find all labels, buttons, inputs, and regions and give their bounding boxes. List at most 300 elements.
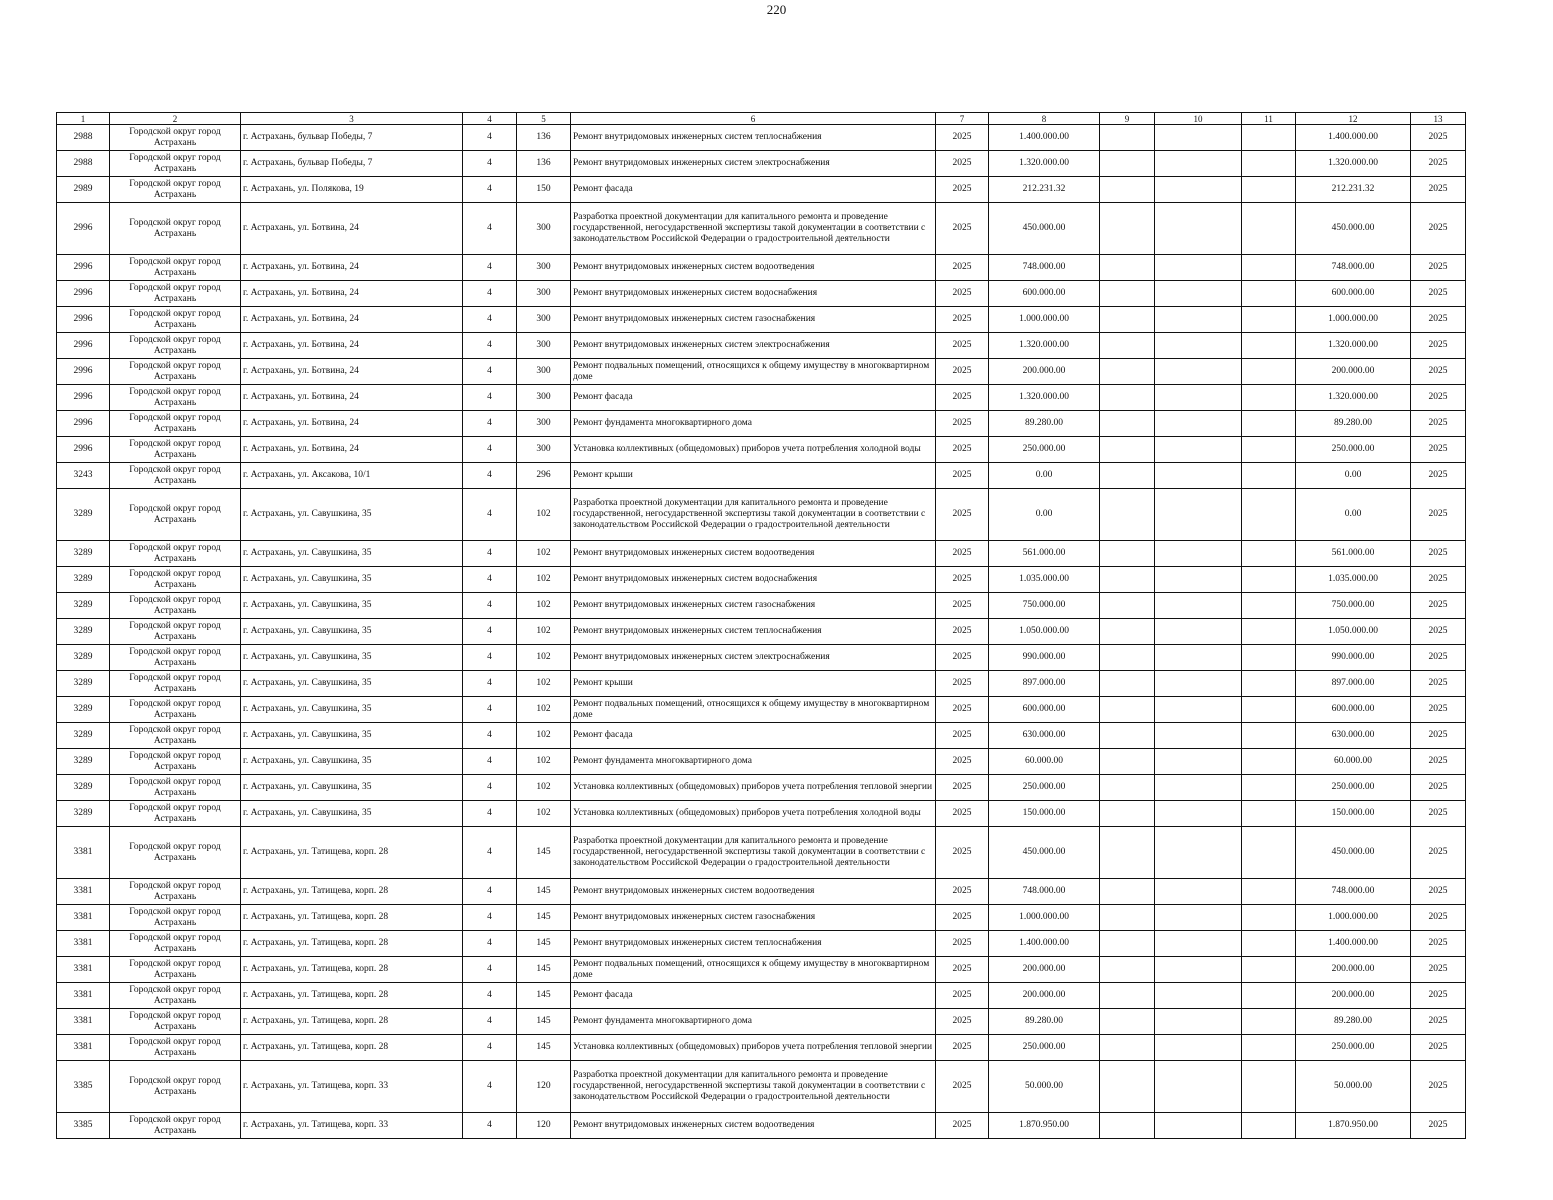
cell-municipality: Городской округ город Астрахань <box>110 749 241 775</box>
cell-category: 4 <box>463 983 517 1009</box>
cell-fund-cost-c <box>1242 593 1296 619</box>
cell-total-cost: 748.000.00 <box>989 879 1100 905</box>
cell-floors: 300 <box>517 385 571 411</box>
cell-fund-cost-b <box>1155 203 1242 255</box>
cell-house-id: 3289 <box>57 541 110 567</box>
cell-municipality: Городской округ город Астрахань <box>110 697 241 723</box>
cell-fund-cost-c <box>1242 723 1296 749</box>
cell-municipality: Городской округ город Астрахань <box>110 411 241 437</box>
cell-completion-year: 2025 <box>1411 463 1466 489</box>
cell-completion-year: 2025 <box>1411 957 1466 983</box>
cell-total-cost: 200.000.00 <box>989 957 1100 983</box>
cell-fund-cost-c <box>1242 151 1296 177</box>
cell-fund-cost-c <box>1242 359 1296 385</box>
cell-house-id: 2996 <box>57 359 110 385</box>
cell-plan-year: 2025 <box>936 697 989 723</box>
cell-total-cost: 212.231.32 <box>989 177 1100 203</box>
cell-work-type: Ремонт внутридомовых инженерных систем водоотведения <box>571 1113 936 1139</box>
cell-address: г. Астрахань, бульвар Победы, 7 <box>241 125 463 151</box>
cell-address: г. Астрахань, ул. Савушкина, 35 <box>241 697 463 723</box>
cell-category: 4 <box>463 1061 517 1113</box>
cell-plan-year: 2025 <box>936 255 989 281</box>
cell-fund-cost-a <box>1100 151 1155 177</box>
cell-municipality: Городской округ город Астрахань <box>110 177 241 203</box>
cell-owner-funds: 89.280.00 <box>1296 1009 1411 1035</box>
cell-plan-year: 2025 <box>936 359 989 385</box>
cell-house-id: 2996 <box>57 385 110 411</box>
cell-total-cost: 450.000.00 <box>989 827 1100 879</box>
table-body <box>57 125 1466 1139</box>
cell-address: г. Астрахань, ул. Татищева, корп. 28 <box>241 827 463 879</box>
cell-owner-funds: 250.000.00 <box>1296 775 1411 801</box>
cell-floors: 102 <box>517 697 571 723</box>
cell-plan-year: 2025 <box>936 333 989 359</box>
page-number: 220 <box>766 2 787 17</box>
cell-address: г. Астрахань, ул. Савушкина, 35 <box>241 645 463 671</box>
cell-fund-cost-b <box>1155 1113 1242 1139</box>
cell-category: 4 <box>463 359 517 385</box>
cell-address: г. Астрахань, ул. Ботвина, 24 <box>241 359 463 385</box>
cell-house-id: 3289 <box>57 645 110 671</box>
cell-house-id: 3289 <box>57 593 110 619</box>
cell-municipality: Городской округ город Астрахань <box>110 307 241 333</box>
cell-fund-cost-a <box>1100 125 1155 151</box>
cell-category: 4 <box>463 307 517 333</box>
cell-fund-cost-a <box>1100 359 1155 385</box>
cell-owner-funds: 450.000.00 <box>1296 827 1411 879</box>
cell-address: г. Астрахань, ул. Ботвина, 24 <box>241 203 463 255</box>
cell-floors: 102 <box>517 671 571 697</box>
cell-fund-cost-a <box>1100 281 1155 307</box>
cell-category: 4 <box>463 1035 517 1061</box>
cell-total-cost: 1.400.000.00 <box>989 931 1100 957</box>
cell-fund-cost-a <box>1100 333 1155 359</box>
cell-category: 4 <box>463 697 517 723</box>
cell-owner-funds: 630.000.00 <box>1296 723 1411 749</box>
table-row <box>57 1009 1466 1035</box>
cell-address: г. Астрахань, ул. Ботвина, 24 <box>241 385 463 411</box>
cell-municipality: Городской округ город Астрахань <box>110 723 241 749</box>
cell-fund-cost-c <box>1242 749 1296 775</box>
cell-owner-funds: 200.000.00 <box>1296 359 1411 385</box>
cell-municipality: Городской округ город Астрахань <box>110 255 241 281</box>
cell-completion-year: 2025 <box>1411 749 1466 775</box>
cell-plan-year: 2025 <box>936 411 989 437</box>
cell-house-id: 3385 <box>57 1113 110 1139</box>
cell-floors: 300 <box>517 411 571 437</box>
cell-fund-cost-a <box>1100 489 1155 541</box>
cell-fund-cost-b <box>1155 723 1242 749</box>
cell-category: 4 <box>463 593 517 619</box>
table-row <box>57 411 1466 437</box>
cell-completion-year: 2025 <box>1411 1035 1466 1061</box>
cell-municipality: Городской округ город Астрахань <box>110 1061 241 1113</box>
cell-category: 4 <box>463 463 517 489</box>
cell-municipality: Городской округ город Астрахань <box>110 957 241 983</box>
cell-fund-cost-a <box>1100 801 1155 827</box>
cell-work-type: Ремонт внутридомовых инженерных систем теплоснабжения <box>571 619 936 645</box>
cell-owner-funds: 200.000.00 <box>1296 983 1411 1009</box>
cell-total-cost: 1.870.950.00 <box>989 1113 1100 1139</box>
cell-total-cost: 561.000.00 <box>989 541 1100 567</box>
table-row <box>57 307 1466 333</box>
cell-fund-cost-c <box>1242 541 1296 567</box>
cell-category: 4 <box>463 281 517 307</box>
cell-municipality: Городской округ город Астрахань <box>110 359 241 385</box>
cell-plan-year: 2025 <box>936 931 989 957</box>
cell-house-id: 3381 <box>57 827 110 879</box>
cell-completion-year: 2025 <box>1411 541 1466 567</box>
cell-owner-funds: 600.000.00 <box>1296 281 1411 307</box>
cell-category: 4 <box>463 827 517 879</box>
cell-fund-cost-b <box>1155 125 1242 151</box>
cell-fund-cost-a <box>1100 957 1155 983</box>
cell-fund-cost-b <box>1155 489 1242 541</box>
table-row <box>57 801 1466 827</box>
cell-fund-cost-b <box>1155 281 1242 307</box>
cell-fund-cost-c <box>1242 385 1296 411</box>
cell-municipality: Городской округ город Астрахань <box>110 827 241 879</box>
cell-plan-year: 2025 <box>936 125 989 151</box>
cell-fund-cost-c <box>1242 1061 1296 1113</box>
cell-total-cost: 200.000.00 <box>989 983 1100 1009</box>
cell-plan-year: 2025 <box>936 281 989 307</box>
cell-category: 4 <box>463 385 517 411</box>
cell-work-type: Разработка проектной документации для капитального ремонта и проведение государственной, негосударственной экспертизы такой документации в соответствии с законодательством Российской Федерации о градостроительной деятельности <box>571 203 936 255</box>
cell-fund-cost-c <box>1242 879 1296 905</box>
table-row <box>57 827 1466 879</box>
cell-fund-cost-c <box>1242 801 1296 827</box>
cell-house-id: 3289 <box>57 619 110 645</box>
cell-fund-cost-c <box>1242 463 1296 489</box>
column-number: 7 <box>936 113 989 125</box>
cell-owner-funds: 600.000.00 <box>1296 697 1411 723</box>
cell-total-cost: 250.000.00 <box>989 437 1100 463</box>
cell-fund-cost-a <box>1100 203 1155 255</box>
column-number: 11 <box>1242 113 1296 125</box>
cell-fund-cost-a <box>1100 307 1155 333</box>
cell-total-cost: 150.000.00 <box>989 801 1100 827</box>
cell-owner-funds: 1.320.000.00 <box>1296 333 1411 359</box>
cell-fund-cost-a <box>1100 463 1155 489</box>
cell-fund-cost-a <box>1100 879 1155 905</box>
cell-category: 4 <box>463 177 517 203</box>
cell-owner-funds: 89.280.00 <box>1296 411 1411 437</box>
cell-completion-year: 2025 <box>1411 567 1466 593</box>
column-number: 4 <box>463 113 517 125</box>
cell-completion-year: 2025 <box>1411 385 1466 411</box>
cell-fund-cost-a <box>1100 1061 1155 1113</box>
cell-floors: 145 <box>517 1009 571 1035</box>
cell-work-type: Ремонт внутридомовых инженерных систем электроснабжения <box>571 333 936 359</box>
table-row <box>57 1113 1466 1139</box>
cell-fund-cost-c <box>1242 1113 1296 1139</box>
cell-plan-year: 2025 <box>936 1061 989 1113</box>
cell-municipality: Городской округ город Астрахань <box>110 775 241 801</box>
cell-category: 4 <box>463 151 517 177</box>
cell-address: г. Астрахань, ул. Ботвина, 24 <box>241 281 463 307</box>
cell-owner-funds: 1.000.000.00 <box>1296 307 1411 333</box>
table-row <box>57 983 1466 1009</box>
cell-work-type: Ремонт внутридомовых инженерных систем газоснабжения <box>571 593 936 619</box>
cell-plan-year: 2025 <box>936 151 989 177</box>
cell-plan-year: 2025 <box>936 593 989 619</box>
cell-work-type: Установка коллективных (общедомовых) приборов учета потребления холодной воды <box>571 801 936 827</box>
cell-work-type: Ремонт внутридомовых инженерных систем электроснабжения <box>571 645 936 671</box>
cell-fund-cost-b <box>1155 385 1242 411</box>
cell-work-type: Ремонт внутридомовых инженерных систем теплоснабжения <box>571 931 936 957</box>
table-row <box>57 359 1466 385</box>
table-row <box>57 1035 1466 1061</box>
cell-completion-year: 2025 <box>1411 1113 1466 1139</box>
cell-fund-cost-a <box>1100 723 1155 749</box>
cell-completion-year: 2025 <box>1411 411 1466 437</box>
cell-fund-cost-a <box>1100 749 1155 775</box>
cell-completion-year: 2025 <box>1411 801 1466 827</box>
cell-floors: 136 <box>517 151 571 177</box>
cell-total-cost: 1.050.000.00 <box>989 619 1100 645</box>
cell-owner-funds: 0.00 <box>1296 489 1411 541</box>
cell-address: г. Астрахань, ул. Татищева, корп. 28 <box>241 905 463 931</box>
cell-fund-cost-b <box>1155 567 1242 593</box>
cell-house-id: 3381 <box>57 905 110 931</box>
cell-fund-cost-b <box>1155 801 1242 827</box>
cell-fund-cost-b <box>1155 307 1242 333</box>
column-number: 2 <box>110 113 241 125</box>
cell-completion-year: 2025 <box>1411 775 1466 801</box>
cell-total-cost: 750.000.00 <box>989 593 1100 619</box>
cell-completion-year: 2025 <box>1411 619 1466 645</box>
cell-fund-cost-b <box>1155 541 1242 567</box>
cell-house-id: 3381 <box>57 957 110 983</box>
cell-category: 4 <box>463 541 517 567</box>
cell-house-id: 3289 <box>57 489 110 541</box>
cell-work-type: Разработка проектной документации для капитального ремонта и проведение государственной, негосударственной экспертизы такой документации в соответствии с законодательством Российской Федерации о градостроительной деятельности <box>571 827 936 879</box>
cell-house-id: 3385 <box>57 1061 110 1113</box>
cell-completion-year: 2025 <box>1411 307 1466 333</box>
cell-municipality: Городской округ город Астрахань <box>110 801 241 827</box>
cell-category: 4 <box>463 567 517 593</box>
cell-fund-cost-a <box>1100 593 1155 619</box>
cell-fund-cost-b <box>1155 1061 1242 1113</box>
cell-municipality: Городской округ город Астрахань <box>110 593 241 619</box>
cell-owner-funds: 200.000.00 <box>1296 957 1411 983</box>
cell-total-cost: 630.000.00 <box>989 723 1100 749</box>
cell-fund-cost-a <box>1100 541 1155 567</box>
cell-category: 4 <box>463 255 517 281</box>
cell-floors: 145 <box>517 879 571 905</box>
table-row <box>57 879 1466 905</box>
cell-total-cost: 250.000.00 <box>989 775 1100 801</box>
cell-category: 4 <box>463 1113 517 1139</box>
cell-total-cost: 0.00 <box>989 463 1100 489</box>
table-header <box>57 113 1466 125</box>
cell-floors: 300 <box>517 307 571 333</box>
cell-plan-year: 2025 <box>936 489 989 541</box>
cell-fund-cost-b <box>1155 957 1242 983</box>
cell-plan-year: 2025 <box>936 801 989 827</box>
cell-fund-cost-b <box>1155 411 1242 437</box>
cell-category: 4 <box>463 125 517 151</box>
cell-address: г. Астрахань, ул. Аксакова, 10/1 <box>241 463 463 489</box>
cell-house-id: 3381 <box>57 1035 110 1061</box>
cell-address: г. Астрахань, ул. Ботвина, 24 <box>241 307 463 333</box>
cell-fund-cost-c <box>1242 645 1296 671</box>
cell-completion-year: 2025 <box>1411 827 1466 879</box>
cell-house-id: 2988 <box>57 151 110 177</box>
cell-floors: 120 <box>517 1061 571 1113</box>
cell-house-id: 3381 <box>57 931 110 957</box>
table-row <box>57 697 1466 723</box>
cell-work-type: Ремонт фасада <box>571 983 936 1009</box>
cell-category: 4 <box>463 489 517 541</box>
cell-completion-year: 2025 <box>1411 359 1466 385</box>
cell-house-id: 2996 <box>57 437 110 463</box>
cell-category: 4 <box>463 333 517 359</box>
cell-total-cost: 1.320.000.00 <box>989 151 1100 177</box>
cell-work-type: Ремонт внутридомовых инженерных систем водоснабжения <box>571 281 936 307</box>
cell-total-cost: 60.000.00 <box>989 749 1100 775</box>
cell-total-cost: 748.000.00 <box>989 255 1100 281</box>
table-row <box>57 125 1466 151</box>
cell-fund-cost-b <box>1155 359 1242 385</box>
cell-fund-cost-b <box>1155 255 1242 281</box>
cell-completion-year: 2025 <box>1411 983 1466 1009</box>
cell-floors: 102 <box>517 489 571 541</box>
cell-floors: 102 <box>517 801 571 827</box>
cell-work-type: Ремонт фасада <box>571 723 936 749</box>
cell-floors: 102 <box>517 567 571 593</box>
cell-municipality: Городской округ город Астрахань <box>110 1035 241 1061</box>
table-row <box>57 775 1466 801</box>
cell-floors: 102 <box>517 775 571 801</box>
cell-address: г. Астрахань, ул. Татищева, корп. 28 <box>241 983 463 1009</box>
cell-plan-year: 2025 <box>936 307 989 333</box>
cell-owner-funds: 750.000.00 <box>1296 593 1411 619</box>
cell-owner-funds: 1.870.950.00 <box>1296 1113 1411 1139</box>
cell-address: г. Астрахань, ул. Савушкина, 35 <box>241 801 463 827</box>
cell-total-cost: 1.000.000.00 <box>989 905 1100 931</box>
cell-fund-cost-b <box>1155 879 1242 905</box>
cell-fund-cost-a <box>1100 255 1155 281</box>
cell-plan-year: 2025 <box>936 437 989 463</box>
cell-fund-cost-b <box>1155 905 1242 931</box>
cell-municipality: Городской округ город Астрахань <box>110 281 241 307</box>
cell-total-cost: 1.400.000.00 <box>989 125 1100 151</box>
table-row <box>57 593 1466 619</box>
cell-fund-cost-a <box>1100 619 1155 645</box>
column-number: 6 <box>571 113 936 125</box>
cell-owner-funds: 1.000.000.00 <box>1296 905 1411 931</box>
cell-house-id: 2996 <box>57 411 110 437</box>
cell-fund-cost-b <box>1155 931 1242 957</box>
cell-plan-year: 2025 <box>936 671 989 697</box>
cell-municipality: Городской округ город Астрахань <box>110 879 241 905</box>
cell-municipality: Городской округ город Астрахань <box>110 489 241 541</box>
cell-fund-cost-b <box>1155 645 1242 671</box>
cell-completion-year: 2025 <box>1411 333 1466 359</box>
cell-owner-funds: 60.000.00 <box>1296 749 1411 775</box>
cell-fund-cost-b <box>1155 983 1242 1009</box>
cell-floors: 102 <box>517 593 571 619</box>
cell-fund-cost-b <box>1155 437 1242 463</box>
cell-municipality: Городской округ город Астрахань <box>110 619 241 645</box>
cell-house-id: 2996 <box>57 255 110 281</box>
cell-floors: 102 <box>517 749 571 775</box>
cell-plan-year: 2025 <box>936 619 989 645</box>
cell-fund-cost-b <box>1155 177 1242 203</box>
cell-owner-funds: 990.000.00 <box>1296 645 1411 671</box>
cell-work-type: Ремонт внутридомовых инженерных систем теплоснабжения <box>571 125 936 151</box>
cell-work-type: Ремонт внутридомовых инженерных систем водоснабжения <box>571 567 936 593</box>
table-row <box>57 437 1466 463</box>
column-number: 9 <box>1100 113 1155 125</box>
cell-address: г. Астрахань, ул. Савушкина, 35 <box>241 723 463 749</box>
cell-floors: 145 <box>517 905 571 931</box>
cell-owner-funds: 1.320.000.00 <box>1296 385 1411 411</box>
cell-floors: 102 <box>517 619 571 645</box>
cell-municipality: Городской округ город Астрахань <box>110 1009 241 1035</box>
cell-fund-cost-a <box>1100 983 1155 1009</box>
column-number: 8 <box>989 113 1100 125</box>
cell-total-cost: 600.000.00 <box>989 697 1100 723</box>
cell-work-type: Ремонт фасада <box>571 177 936 203</box>
cell-fund-cost-c <box>1242 333 1296 359</box>
cell-completion-year: 2025 <box>1411 177 1466 203</box>
cell-work-type: Ремонт подвальных помещений, относящихся к общему имуществу в многоквартирном доме <box>571 359 936 385</box>
cell-owner-funds: 50.000.00 <box>1296 1061 1411 1113</box>
cell-address: г. Астрахань, ул. Татищева, корп. 28 <box>241 1009 463 1035</box>
cell-owner-funds: 1.400.000.00 <box>1296 931 1411 957</box>
capital-repair-table <box>56 112 1466 1139</box>
cell-fund-cost-b <box>1155 619 1242 645</box>
cell-fund-cost-a <box>1100 931 1155 957</box>
table-row <box>57 931 1466 957</box>
cell-owner-funds: 450.000.00 <box>1296 203 1411 255</box>
cell-fund-cost-c <box>1242 983 1296 1009</box>
cell-completion-year: 2025 <box>1411 723 1466 749</box>
cell-municipality: Городской округ город Астрахань <box>110 905 241 931</box>
cell-plan-year: 2025 <box>936 177 989 203</box>
cell-fund-cost-a <box>1100 1035 1155 1061</box>
cell-plan-year: 2025 <box>936 463 989 489</box>
cell-owner-funds: 748.000.00 <box>1296 879 1411 905</box>
cell-floors: 136 <box>517 125 571 151</box>
cell-plan-year: 2025 <box>936 1113 989 1139</box>
cell-municipality: Городской округ город Астрахань <box>110 1113 241 1139</box>
cell-address: г. Астрахань, ул. Полякова, 19 <box>241 177 463 203</box>
cell-address: г. Астрахань, ул. Савушкина, 35 <box>241 489 463 541</box>
cell-plan-year: 2025 <box>936 983 989 1009</box>
cell-house-id: 3381 <box>57 879 110 905</box>
column-number: 1 <box>57 113 110 125</box>
cell-fund-cost-a <box>1100 645 1155 671</box>
cell-plan-year: 2025 <box>936 385 989 411</box>
cell-total-cost: 990.000.00 <box>989 645 1100 671</box>
cell-fund-cost-a <box>1100 827 1155 879</box>
cell-total-cost: 50.000.00 <box>989 1061 1100 1113</box>
cell-municipality: Городской округ город Астрахань <box>110 125 241 151</box>
cell-work-type: Ремонт подвальных помещений, относящихся к общему имуществу в многоквартирном доме <box>571 697 936 723</box>
cell-completion-year: 2025 <box>1411 1009 1466 1035</box>
cell-plan-year: 2025 <box>936 723 989 749</box>
cell-plan-year: 2025 <box>936 203 989 255</box>
table-row <box>57 723 1466 749</box>
cell-work-type: Ремонт фундамента многоквартирного дома <box>571 411 936 437</box>
cell-address: г. Астрахань, ул. Ботвина, 24 <box>241 411 463 437</box>
cell-fund-cost-b <box>1155 697 1242 723</box>
cell-total-cost: 200.000.00 <box>989 359 1100 385</box>
